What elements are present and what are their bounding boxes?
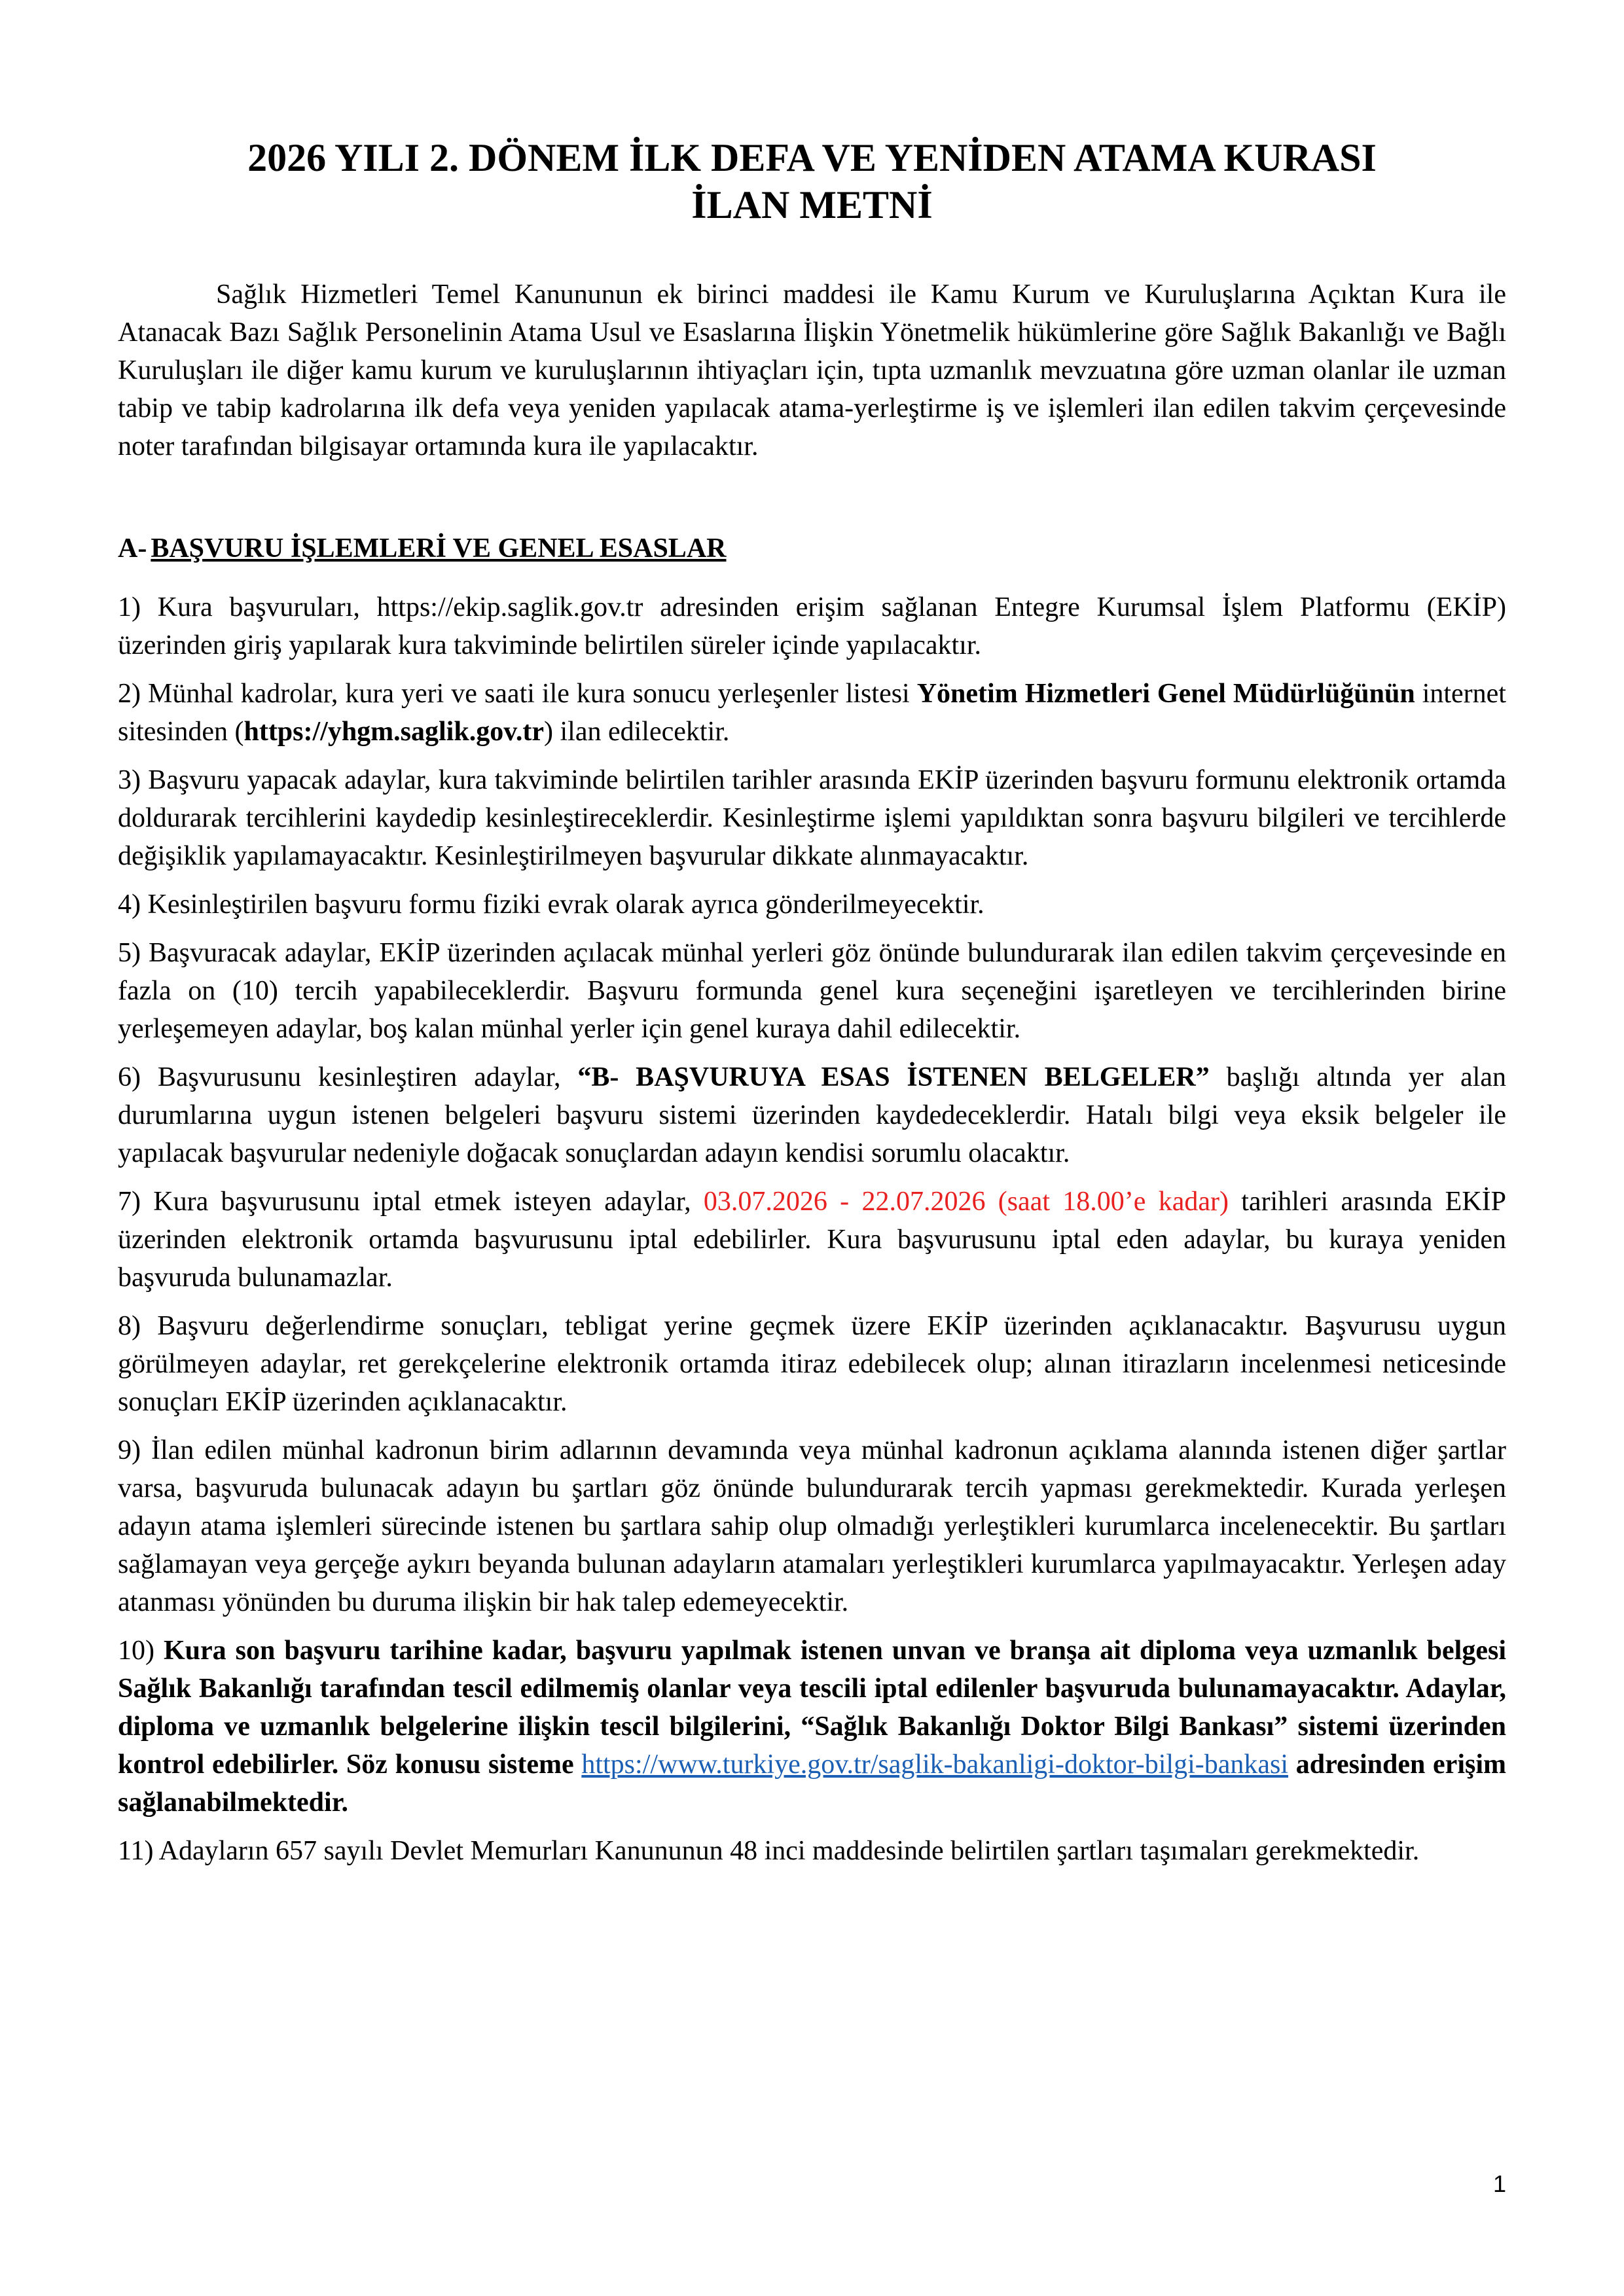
item-2-text-e: ) ilan edilecektir. [544, 717, 730, 747]
list-item-7 [118, 1183, 1506, 1297]
list-item-9: 9) İlan edilen münhal kadronun birim adlarının devamında veya münhal kadronun açıklama alanında istenen diğer şartlar varsa, başvuruda bulunacak adayın bu şartları göz önünde bulundurarak tercih yapması gerekmektedir. Kurada yerleşen adayın atama işlemleri sürecinde istenen bu şartlara sahip olup olmadığı yerleştikleri kurumlarca incelenecektir. Bu şartları sağlamayan veya gerçeğe aykırı beyanda bulunan adayların atamaları yerleştikleri kurumlarca yapılmayacaktır. Yerleşen aday atanması yönünden bu duruma ilişkin bir hak talep edemeyecektir. [118, 1435, 1506, 1617]
item-2-url: https://yhgm.saglik.gov.tr [244, 717, 545, 747]
section-a-title: BAŞVURU İŞLEMLERİ VE GENEL ESASLAR [151, 533, 727, 564]
title-line-2: İLAN METNİ [691, 183, 933, 226]
page-number: 1 [1492, 2170, 1506, 2197]
list-item-8: 8) Başvuru değerlendirme sonuçları, tebligat yerine geçmek üzere EKİP üzerinden açıklanacaktır. Başvurusu uygun görülmeyen adaylar, ret gerekçelerine elektronik ortamda itiraz edebilecek olup; alınan itirazların incelenmesi neticesinde sonuçları EKİP üzerinden açıklanacaktır. [118, 1311, 1506, 1417]
section-a-heading [118, 529, 1506, 567]
item-2-text-a: 2) Münhal kadrolar, kura yeri ve saati ile kura sonucu yerleşenler listesi [118, 679, 917, 709]
item-7-text-c: tarihleri arasında EKİP üzerinden elektronik ortamda başvurusunu iptal edebilirler. Kura başvurusunu iptal eden adaylar, bu kuraya yeniden başvuruda bulunamazlar. [118, 1187, 1507, 1293]
list-item-4: 4) Kesinleştirilen başvuru formu fiziki evrak olarak ayrıca gönderilmeyecektir. [118, 889, 984, 920]
item-2-directorate: Yönetim Hizmetleri Genel Müdürlüğünün [916, 679, 1415, 709]
item-6-section-ref: “B- BAŞVURUYA ESAS İSTENEN BELGELER” [577, 1062, 1210, 1092]
list-item-5: 5) Başvuracak adaylar, EKİP üzerinden açılacak münhal yerleri göz önünde bulundurarak ilan edilen takvim çerçevesinde en fazla on (10) tercih yapabileceklerdir. Başvuru formunda genel kura seçeneğini işaretleyen ve tercihlerinden birine yerleşemeyen adaylar, boş kalan münhal yerler için genel kuraya dahil edilecektir. [118, 938, 1506, 1044]
section-a-prefix: A- [118, 533, 147, 564]
item-10-text-a: Kura son başvuru tarihine kadar, başvuru yapılmak istenen unvan ve branşa ait diploma veya uzmanlık belgesi Sağlık Bakanlığı tarafından tescil edilmemiş olanlar veya tescili iptal edilenler başvuruda bulunamayacaktır. Adaylar, diploma ve uzmanlık belgelerine ilişkin tescil bilgilerini, “Sağlık Bakanlığı Doktor Bilgi Bankası” sistemi üzerinden kontrol edebilirler. Söz konusu sisteme [118, 1636, 1506, 1780]
item-6-text-a: 6) Başvurusunu kesinleştiren adaylar, [118, 1062, 578, 1092]
item-6-text-c: başlığı altında yer alan durumlarına uygun istenen belgeleri başvuru sistemi üzerinden kaydedeceklerdir. Hatalı bilgi veya eksik belgeler ile yapılacak başvurular nedeniyle doğacak sonuçlardan adayın kendisi sorumlu olacaktır. [118, 1062, 1506, 1168]
item-10-text-b: adresinden erişim sağlanabilmektedir. [118, 1749, 1506, 1818]
item-10-number: 10) [118, 1636, 164, 1666]
title-line-1: 2026 YILI 2. DÖNEM İLK DEFA VE YENİDEN ATAMA KURASI [247, 136, 1377, 179]
list-item-1: 1) Kura başvuruları, https://ekip.saglik.gov.tr adresinden erişim sağlanan Entegre Kurumsal İşlem Platformu (EKİP) üzerinden giriş yapılarak kura takviminde belirtilen süreler içinde yapılacaktır. [118, 592, 1506, 660]
list-item-3: 3) Başvuru yapacak adaylar, kura takviminde belirtilen tarihler arasında EKİP üzerinden başvuru formunu elektronik ortamda doldurarak tercihlerini kaydedip kesinleştireceklerdir. Kesinleştirme işlemi yapıldıktan sonra başvuru bilgileri ve tercihlerde değişiklik yapılamayacaktır. Kesinleştirilmeyen başvurular dikkate alınmayacaktır. [118, 765, 1506, 871]
page-title [118, 134, 1506, 228]
list-item-2 [118, 675, 1506, 751]
item-7-text-a: 7) Kura başvurusunu iptal etmek isteyen adaylar, [118, 1187, 704, 1217]
list-item-11: 11) Adayların 657 sayılı Devlet Memurları Kanununun 48 inci maddesinde belirtilen şartları taşımaları gerekmektedir. [118, 1836, 1420, 1866]
doctor-bank-link[interactable]: https://www.turkiye.gov.tr/saglik-bakanligi-doktor-bilgi-bankasi [581, 1749, 1289, 1780]
item-7-date-range: 03.07.2026 - 22.07.2026 (saat 18.00’e kadar) [703, 1187, 1229, 1217]
list-item-6 [118, 1058, 1506, 1172]
list-item-10 [118, 1632, 1506, 1821]
intro-paragraph: Sağlık Hizmetleri Temel Kanununun ek birinci maddesi ile Kamu Kurum ve Kuruluşlarına Açıktan Kura ile Atanacak Bazı Sağlık Personelinin Atama Usul ve Esaslarına İlişkin Yönetmelik hükümlerine göre Sağlık Bakanlığı ve Bağlı Kuruluşları ile diğer kamu kurum ve kuruluşlarının ihtiyaçları için, tıpta uzmanlık mevzuatına göre uzman olanlar ile uzman tabip ve tabip kadrolarına ilk defa veya yeniden yapılacak atama-yerleştirme iş ve işlemleri ilan edilen takvim çerçevesinde noter tarafından bilgisayar ortamında kura ile yapılacaktır. [118, 279, 1506, 461]
item-2-text-c: internet sitesinden ( [118, 679, 1506, 747]
